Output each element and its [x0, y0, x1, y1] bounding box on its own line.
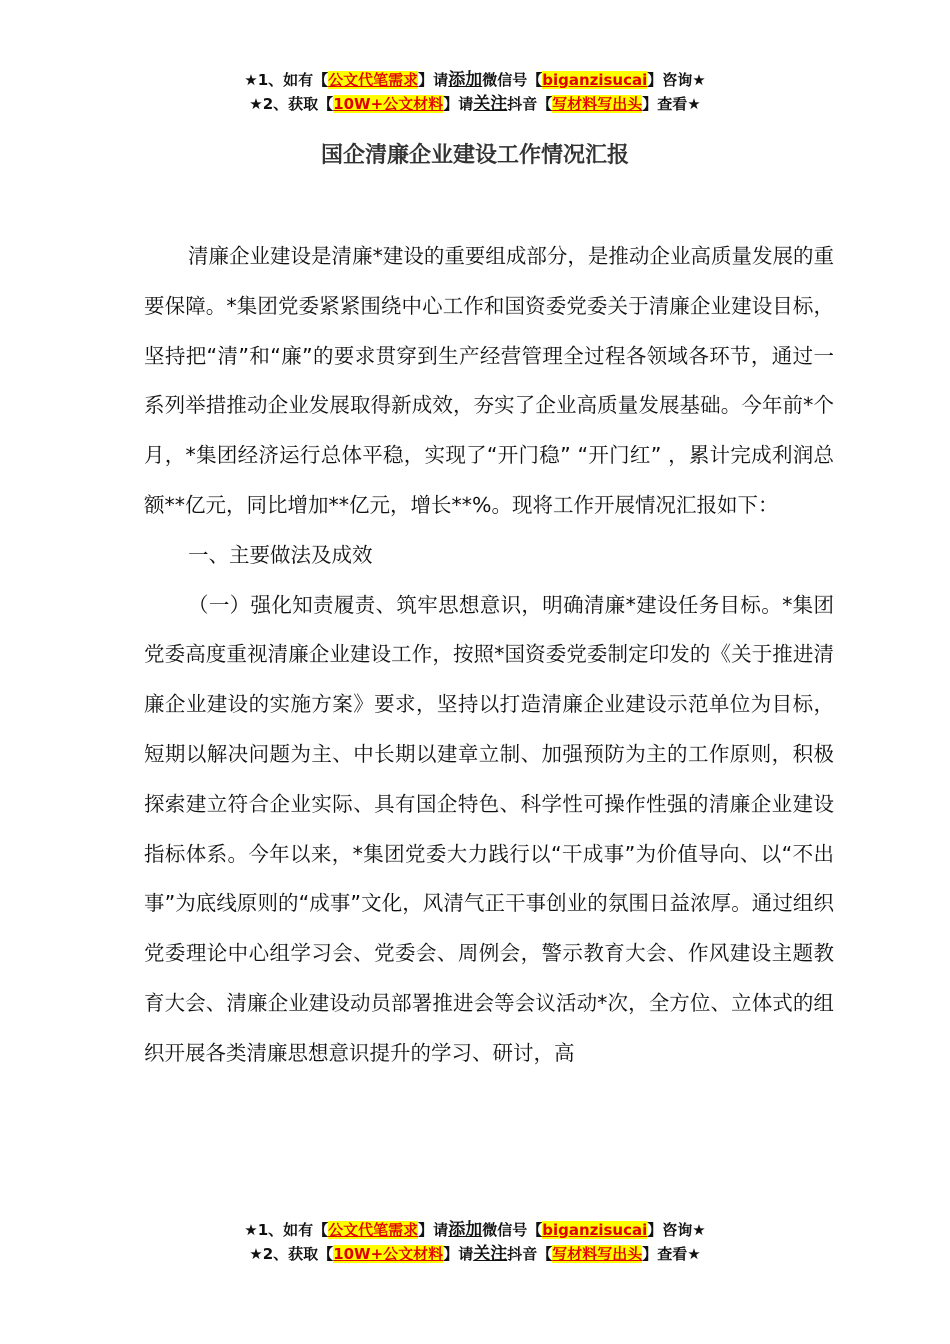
ad-line-1 — [0, 68, 950, 92]
ad-highlight: 写材料写出头 — [552, 1245, 643, 1263]
ad-text: 抖音【 — [507, 95, 553, 113]
ad-underline: 关注 — [473, 1244, 508, 1264]
ad-highlight: biganzisucai — [542, 71, 648, 89]
ad-highlight: 公文代笔需求 — [328, 1221, 419, 1239]
ad-line-2 — [0, 1242, 950, 1266]
ad-highlight: 10W+公文材料 — [333, 1245, 444, 1263]
ad-text: 】查看★ — [642, 1245, 701, 1263]
paragraph: （一）强化知责履责、筑牢思想意识，明确清廉*建设任务目标。*集团党委高度重视清廉企业建设工作，按照*国资委党委制定印发的《关于推进清廉企业建设的实施方案》要求，坚持以打造清廉企业建设示范单位为目标，短期以解决问题为主、中长期以建章立制、加强预防为主的工作原则，积极探索建立符合企业实际、具有国企特色、科学性可操作性强的清廉企业建设指标体系。今年以来，*集团党委大力践行以“干成事”为价值导向、以“不出事”为底线原则的“成事”文化，风清气正干事创业的氛围日益浓厚。通过组织党委理论中心组学习会、党委会、周例会，警示教育大会、作风建设主题教育大会、清廉企业建设动员部署推进会等会议活动*次，全方位、立体式的组织开展各类清廉思想意识提升的学习、研讨，高 — [144, 592, 834, 1065]
ad-highlight: 写材料写出头 — [552, 95, 643, 113]
ad-highlight: biganzisucai — [542, 1221, 648, 1239]
document-body — [144, 232, 834, 1079]
ad-text: 】查看★ — [642, 95, 701, 113]
ad-text: 微信号【 — [482, 71, 543, 89]
header-ad — [0, 68, 950, 116]
ad-underline: 关注 — [473, 94, 508, 114]
ad-text: ★1、如有【 — [244, 71, 329, 89]
ad-text: 】请 — [443, 95, 474, 113]
paragraph: 清廉企业建设是清廉*建设的重要组成部分，是推动企业高质量发展的重要保障。*集团党委紧紧围绕中心工作和国资委党委关于清廉企业建设目标，坚持把“清”和“廉”的要求贯穿到生产经营管理全过程各领域各环节，通过一系列举措推动企业发展取得新成效，夯实了企业高质量发展基础。今年前*个月，*集团经济运行总体平稳，实现了“开门稳” “开门红” ，累计完成利润总额**亿元，同比增加**亿元，增长**%。现将工作开展情况汇报如下： — [144, 244, 834, 517]
section-heading: 一、主要做法及成效 — [188, 542, 373, 567]
ad-text: 】咨询★ — [647, 1221, 706, 1239]
footer-ad — [0, 1218, 950, 1266]
ad-text: 】请 — [418, 1221, 449, 1239]
ad-underline: 添加 — [448, 70, 483, 90]
ad-line-1 — [0, 1218, 950, 1242]
document-title: 国企清廉企业建设工作情况汇报 — [320, 143, 629, 168]
ad-text: ★1、如有【 — [244, 1221, 329, 1239]
ad-text: 】请 — [418, 71, 449, 89]
ad-text: 抖音【 — [507, 1245, 553, 1263]
ad-text: ★2、获取【 — [249, 95, 334, 113]
ad-line-2 — [0, 92, 950, 116]
ad-text: 微信号【 — [482, 1221, 543, 1239]
ad-text: ★2、获取【 — [249, 1245, 334, 1263]
ad-highlight: 10W+公文材料 — [333, 95, 444, 113]
ad-text: 】请 — [443, 1245, 474, 1263]
ad-text: 】咨询★ — [647, 71, 706, 89]
ad-highlight: 公文代笔需求 — [328, 71, 419, 89]
ad-underline: 添加 — [448, 1220, 483, 1240]
